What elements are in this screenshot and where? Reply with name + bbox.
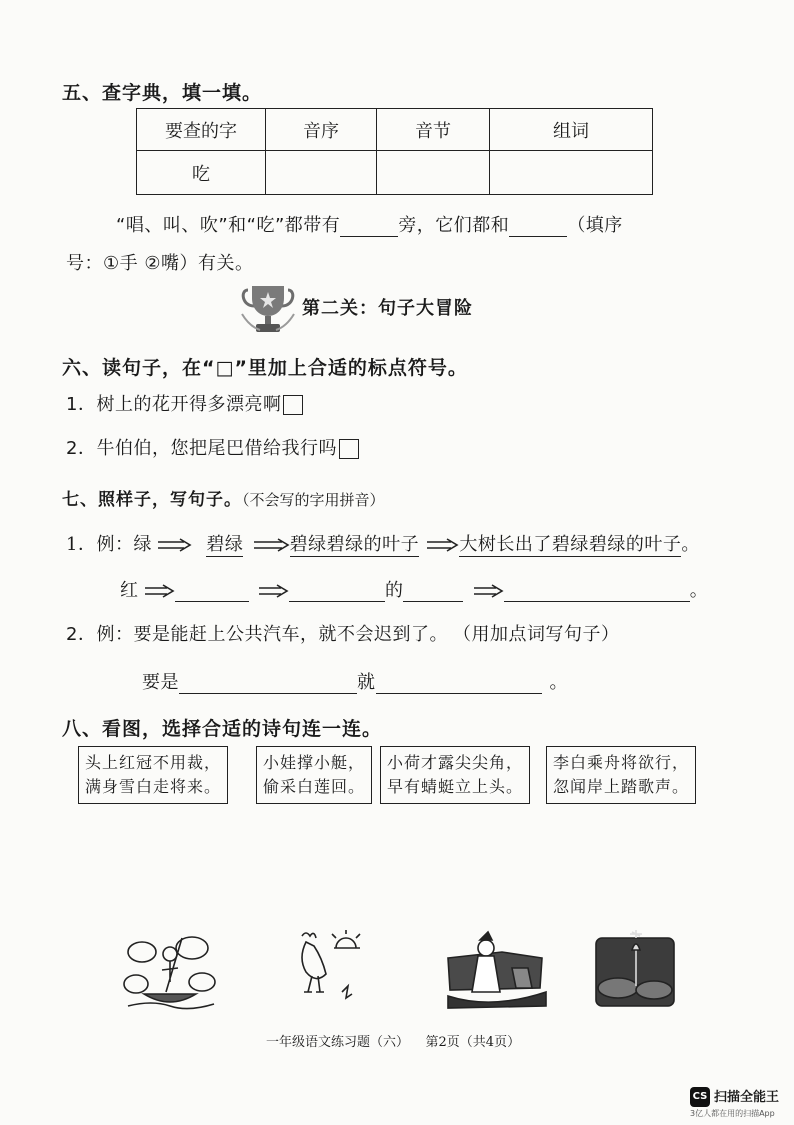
q7-ans2-a: 要是: [142, 672, 179, 693]
poem-card-1[interactable]: [78, 746, 228, 804]
q6-punct-box-1[interactable]: [283, 395, 303, 415]
q7-ex1-word2b: 叶子: [382, 534, 420, 555]
q6-punct-box-2[interactable]: [339, 439, 359, 459]
q7-ex2-note: （用加点词写句子）: [461, 624, 620, 645]
q5-cell-syllable[interactable]: [377, 151, 490, 195]
q6-title: 六、读句子，在“□”里加上合适的标点符号。: [62, 357, 468, 379]
poem-card-4[interactable]: [546, 746, 696, 804]
picture-rooster[interactable]: [292, 928, 370, 1008]
q7-note: （不会写的字用拼音）: [242, 491, 385, 509]
double-arrow-icon: [425, 538, 459, 552]
level2-title: 第二关：句子大冒险: [302, 298, 473, 319]
picture-lotus-dragonfly[interactable]: [592, 928, 678, 1010]
q7-ex1-word1: 碧绿: [206, 534, 244, 555]
poem-3-line-1: 小荷才露尖尖角，: [387, 753, 524, 772]
poem-1-line-2: 满身雪白走将来。: [85, 777, 222, 796]
q7-ans1-blank1[interactable]: [175, 583, 249, 602]
q7-ans1-start: 红: [120, 580, 139, 601]
double-arrow-icon: [250, 538, 290, 552]
double-arrow-icon: [470, 584, 504, 598]
poem-1-line-1: 头上红冠不用裁，: [85, 753, 222, 772]
q5-cell-initial[interactable]: [266, 151, 377, 195]
q5-sentence-b: 旁，它们都和: [398, 215, 510, 236]
q5-header-initial: 音序: [266, 109, 377, 151]
q7-ans1-end: 。: [689, 580, 709, 601]
q5-header-word: 组词: [490, 109, 653, 151]
q7-title-row: [62, 485, 385, 510]
q5-cell-char: 吃: [137, 151, 266, 195]
q7-ans1-blank4[interactable]: [504, 583, 690, 602]
q7-example-1: [66, 530, 700, 556]
double-arrow-icon: [255, 584, 289, 598]
q6-item-1: [66, 390, 303, 416]
q6-item-2-text: 2．牛伯伯，您把尾巴借给我行吗: [66, 438, 337, 459]
q7-ans2-end: 。: [549, 672, 568, 693]
q7-ans2-blank2[interactable]: [376, 675, 542, 694]
q7-ans1-blank3[interactable]: [403, 583, 463, 602]
q5-sentence-line2: 号：①手 ②嘴）有关。: [66, 253, 254, 274]
q5-sentence-line1: [116, 211, 623, 237]
camscanner-tagline: 3亿人都在用的扫描App: [690, 1109, 775, 1118]
poem-card-3[interactable]: [380, 746, 530, 804]
picture-li-bai-boat[interactable]: [442, 928, 550, 1012]
q7-example-2: [66, 620, 619, 646]
q5-header-char: 要查的字: [137, 109, 266, 151]
poem-4-line-2: 忽闻岸上踏歌声。: [553, 777, 690, 796]
q5-cell-word[interactable]: [490, 151, 653, 195]
poem-3-line-2: 早有蜻蜓立上头。: [387, 777, 524, 796]
q6-item-2: [66, 434, 359, 460]
double-arrow-icon: [158, 538, 192, 552]
picture-boy-lotus-boat[interactable]: [122, 932, 218, 1012]
camscanner-brand: 扫描全能王: [714, 1090, 780, 1105]
q5-title: 五、查字典，填一填。: [62, 82, 263, 104]
double-arrow-icon: [145, 584, 175, 598]
q5-header-syllable: 音节: [377, 109, 490, 151]
poem-4-line-1: 李白乘舟将欲行，: [553, 753, 690, 772]
q6-item-1-text: 1．树上的花开得多漂亮啊: [66, 394, 282, 415]
camscanner-logo-icon: CS: [690, 1087, 710, 1107]
q5-table: [136, 108, 653, 195]
q7-ex1-prefix: 1．例：绿: [66, 534, 152, 555]
q5-blank-radical[interactable]: [340, 218, 398, 237]
poem-2-line-1: 小娃撑小艇，: [263, 753, 366, 772]
q5-sentence-a: “唱、叫、吹”和“吃”都带有: [116, 215, 341, 236]
q7-ans2-b: 就: [357, 672, 376, 693]
q7-ans2-blank1[interactable]: [179, 675, 357, 694]
q7-ex1-word2a: 碧绿碧绿的: [289, 534, 383, 555]
q7-ex2-text: 2．例：要是能赶上公共汽车，就不会迟到了。: [66, 624, 448, 645]
poem-2-line-2: 偷采白莲回。: [263, 777, 366, 796]
q7-answer-1: [120, 576, 708, 602]
q7-ex1-sentence: 大树长出了碧绿碧绿的叶子: [459, 534, 682, 555]
q7-ans1-de: 的: [384, 580, 404, 601]
q7-ex1-end: 。: [681, 534, 700, 555]
q7-ans1-blank2[interactable]: [289, 583, 385, 602]
page-footer: 一年级语文练习题（六） 第2页（共4页）: [266, 1035, 521, 1050]
q7-title: 七、照样子，写句子。: [62, 490, 242, 510]
q5-sentence-c: （填序: [567, 215, 623, 236]
q5-blank-number[interactable]: [509, 218, 567, 237]
trophy-icon: [240, 284, 296, 340]
q7-answer-2: [142, 668, 568, 694]
q8-title: 八、看图，选择合适的诗句连一连。: [62, 718, 383, 740]
poem-card-2[interactable]: [256, 746, 372, 804]
